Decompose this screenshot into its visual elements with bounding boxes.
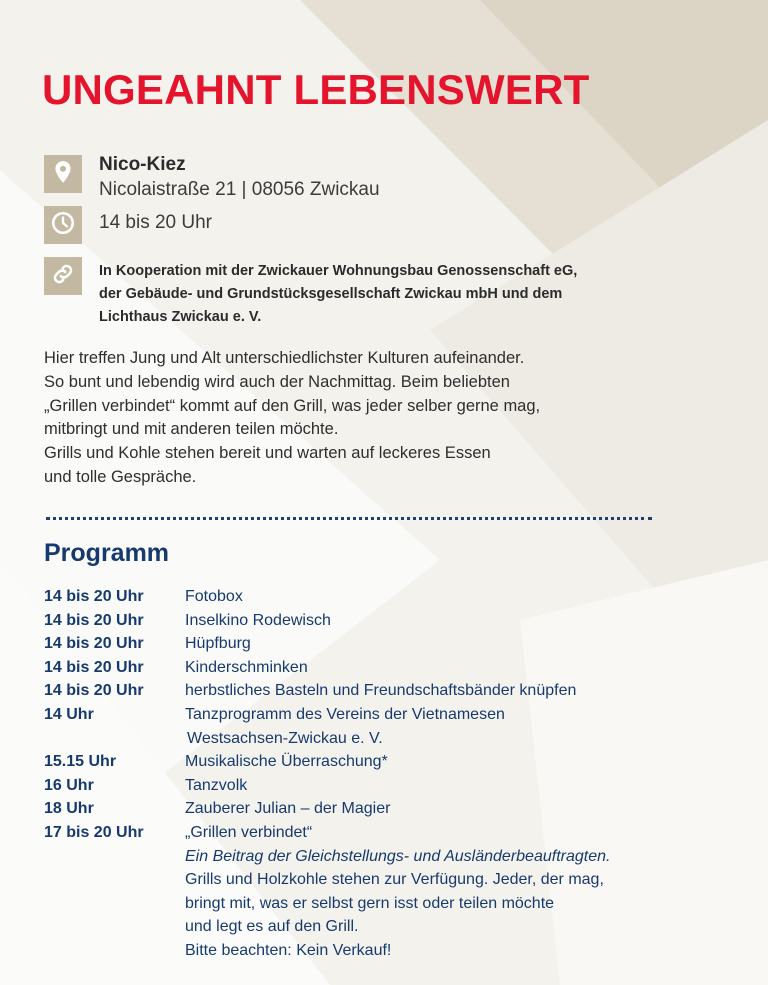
- program-row: [44, 774, 744, 798]
- intro-line: „Grillen verbindet“ kommt auf den Grill, was jeder selber gerne mag,: [44, 396, 541, 415]
- program-list: [44, 585, 744, 963]
- intro-line: mitbringt und mit anderen teilen möchte.: [44, 420, 339, 439]
- program-time: 14 bis 20 Uhr: [44, 588, 144, 605]
- program-time: 15.15 Uhr: [44, 753, 117, 771]
- program-heading: Programm: [44, 539, 170, 567]
- program-description: bringt mit, was er selbst gern isst oder teilen möchte: [185, 894, 555, 912]
- program-time: 17 bis 20 Uhr: [44, 823, 144, 841]
- program-time: 18 Uhr: [44, 800, 94, 818]
- program-row: [44, 585, 744, 609]
- program-row-continuation: [44, 939, 744, 963]
- intro-line: Grills und Kohle stehen bereit und warten auf leckeres Essen: [44, 444, 491, 463]
- program-row-continuation: [44, 727, 744, 751]
- program-row: [44, 821, 744, 845]
- program-time: 14 Uhr: [44, 705, 94, 723]
- program-description: Inselkino Rodewisch: [185, 611, 331, 629]
- intro-line: und tolle Gespräche.: [44, 467, 197, 486]
- program-row: [44, 679, 744, 703]
- program-time: 14 bis 20 Uhr: [44, 635, 144, 653]
- location-name: Nico-Kiez: [99, 154, 186, 175]
- cooperation-line: Lichthaus Zwickau e. V.: [99, 309, 262, 325]
- program-description: und legt es auf den Grill.: [185, 918, 359, 936]
- program-description: Fotobox: [185, 588, 243, 605]
- event-time: 14 bis 20 Uhr: [99, 212, 213, 233]
- dotted-divider: [46, 517, 652, 520]
- program-row: [44, 750, 744, 774]
- cooperation-text: [99, 260, 659, 329]
- program-description: Musikalische Überraschung*: [185, 753, 388, 771]
- program-description: Ein Beitrag der Gleichstellungs- und Ausländerbeauftragten.: [185, 847, 611, 865]
- program-row-continuation: [44, 892, 744, 916]
- program-row: [44, 632, 744, 656]
- program-description: Zauberer Julian – der Magier: [185, 800, 391, 818]
- intro-paragraph: [44, 347, 644, 490]
- program-description: Tanzprogramm des Vereins der Vietnamesen: [185, 705, 505, 723]
- program-row: [44, 656, 744, 680]
- program-time: 14 bis 20 Uhr: [44, 682, 144, 700]
- program-row: [44, 703, 744, 727]
- clock-icon: [50, 210, 76, 241]
- location-icon-box: [44, 155, 82, 193]
- link-icon: [50, 261, 76, 292]
- program-row-continuation: [44, 915, 744, 939]
- program-row: [44, 609, 744, 633]
- program-time: 14 bis 20 Uhr: [44, 658, 144, 676]
- program-description: herbstliches Basteln und Freundschaftsbänder knüpfen: [185, 682, 577, 700]
- program-time: 16 Uhr: [44, 776, 94, 794]
- cooperation-line: In Kooperation mit der Zwickauer Wohnungsbau Genossenschaft eG,: [99, 263, 578, 279]
- map-pin-icon: [50, 159, 76, 190]
- program-row-continuation: [44, 868, 744, 892]
- cooperation-line: der Gebäude- und Grundstücksgesellschaft Zwickau mbH und dem: [99, 286, 563, 302]
- program-description: Westsachsen-Zwickau e. V.: [187, 729, 383, 747]
- program-description: Grills und Holzkohle stehen zur Verfügung. Jeder, der mag,: [185, 871, 604, 889]
- program-description: „Grillen verbindet“: [185, 823, 313, 841]
- location-address: Nicolaistraße 21 | 08056 Zwickau: [99, 179, 380, 200]
- program-description: Tanzvolk: [185, 776, 248, 794]
- intro-line: Hier treffen Jung und Alt unterschiedlichster Kulturen aufeinander.: [44, 349, 525, 367]
- program-description: Kinderschminken: [185, 658, 308, 676]
- time-icon-box: [44, 206, 82, 244]
- cooperation-icon-box: [44, 257, 82, 295]
- program-description: Bitte beachten: Kein Verkauf!: [185, 941, 392, 959]
- intro-line: So bunt und lebendig wird auch der Nachmittag. Beim beliebten: [44, 372, 510, 391]
- program-time: 14 bis 20 Uhr: [44, 611, 144, 629]
- program-description: Hüpfburg: [185, 635, 251, 653]
- program-row: [44, 797, 744, 821]
- program-row-continuation: [44, 845, 744, 869]
- page-title: UNGEAHNT LEBENSWERT: [42, 66, 590, 113]
